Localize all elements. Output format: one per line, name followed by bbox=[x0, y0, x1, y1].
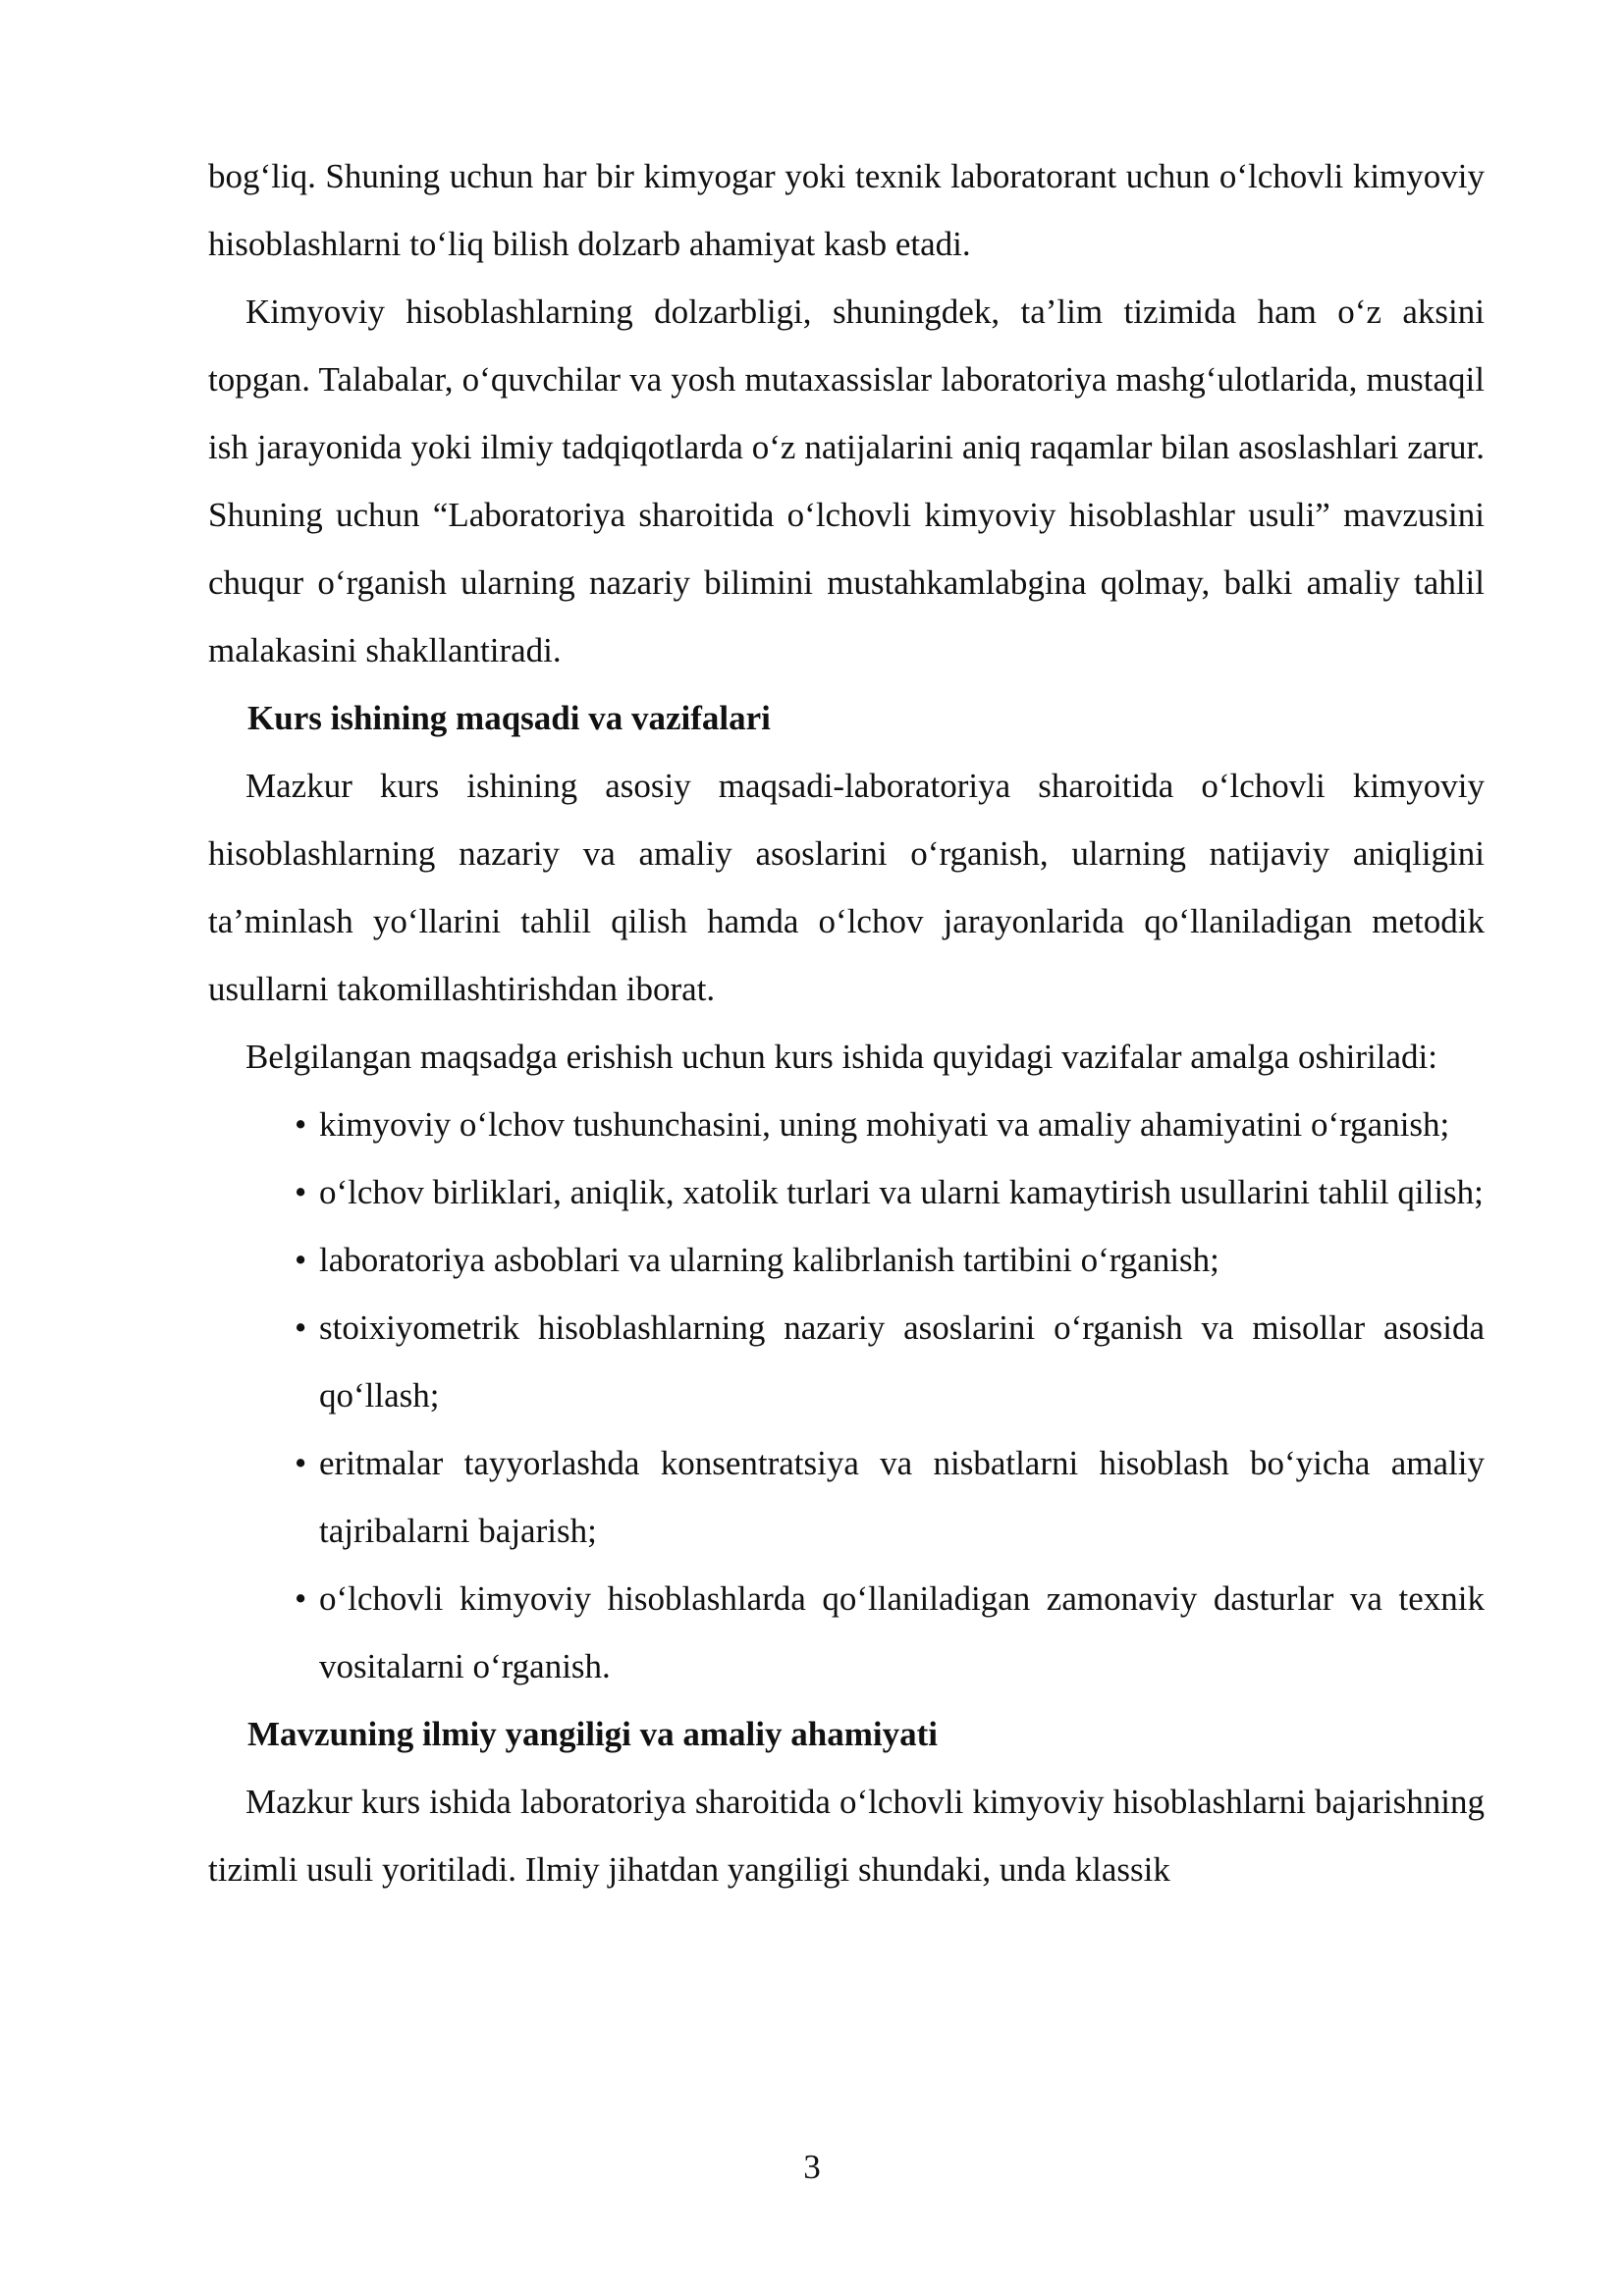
paragraph-relevance: Kimyoviy hisoblashlarning dolzarbligi, shuningdek, ta’lim tizimida ham o‘z aksini topgan. Talabalar, o‘quvchilar va yosh mutaxassislar laboratoriya mashg‘ulotlarida, mustaqil ish jarayonida yoki ilmiy tadqiqotlarda o‘z natijalarini aniq raqamlar bilan asoslashlari zarur. Shuning uchun “Laboratoriya sharoitida o‘lchovli kimyoviy hisoblashlar usuli” mavzusini chuqur o‘rganish ularning nazariy bilimini mustahkamlabgina qolmay, balki amaliy tahlil malakasini shakllantiradi. bbox=[208, 293, 1485, 669]
paragraph-tasks-intro: Belgilangan maqsadga erishish uchun kurs ishida quyidagi vazifalar amalga oshiriladi: bbox=[245, 1038, 1437, 1076]
paragraph-goal: Mazkur kurs ishining asosiy maqsadi-laboratoriya sharoitida o‘lchovli kimyoviy hisoblashlarning nazariy va amaliy asoslarini o‘rganish, ularning natijaviy aniqligini ta’minlash yo‘llarini tahlil qilish hamda o‘lchov jarayonlarida qo‘llaniladigan metodik usullarni takomillashtirishdan iborat. bbox=[208, 767, 1485, 1008]
task-item: • o‘lchovli kimyoviy hisoblashlarda qo‘llaniladigan zamonaviy dasturlar va texnik vositalarni o‘rganish. bbox=[295, 1565, 1485, 1700]
task-item: • kimyoviy o‘lchov tushunchasini, uning mohiyati va amaliy ahamiyatini o‘rganish; bbox=[295, 1091, 1485, 1158]
task-item: • eritmalar tayyorlashda konsentratsiya va nisbatlarni hisoblash bo‘yicha amaliy tajribalarni bajarish; bbox=[295, 1429, 1485, 1565]
section-heading-novelty: Mavzuning ilmiy yangiligi va amaliy ahamiyati bbox=[247, 1715, 938, 1753]
task-list bbox=[208, 1091, 1485, 1700]
paragraph-novelty: Mazkur kurs ishida laboratoriya sharoitida o‘lchovli kimyoviy hisoblashlarni bajarishning tizimli usuli yoritiladi. Ilmiy jihatdan yangiligi shundaki, unda klassik bbox=[208, 1783, 1485, 1889]
document-page bbox=[208, 142, 1485, 1903]
page-number: 3 bbox=[803, 2148, 821, 2186]
task-item: • o‘lchov birliklari, aniqlik, xatolik turlari va ularni kamaytirish usullarini tahlil qilish; bbox=[295, 1158, 1485, 1226]
paragraph-continuation: bog‘liq. Shuning uchun har bir kimyogar yoki texnik laboratorant uchun o‘lchovli kimyoviy hisoblashlarni to‘liq bilish dolzarb ahamiyat kasb etadi. bbox=[208, 157, 1485, 263]
section-heading-goals: Kurs ishining maqsadi va vazifalari bbox=[247, 699, 771, 737]
task-item: • stoixiyometrik hisoblashlarning nazariy asoslarini o‘rganish va misollar asosida qo‘llash; bbox=[295, 1294, 1485, 1429]
task-item: • laboratoriya asboblari va ularning kalibrlanish tartibini o‘rganish; bbox=[295, 1226, 1485, 1294]
